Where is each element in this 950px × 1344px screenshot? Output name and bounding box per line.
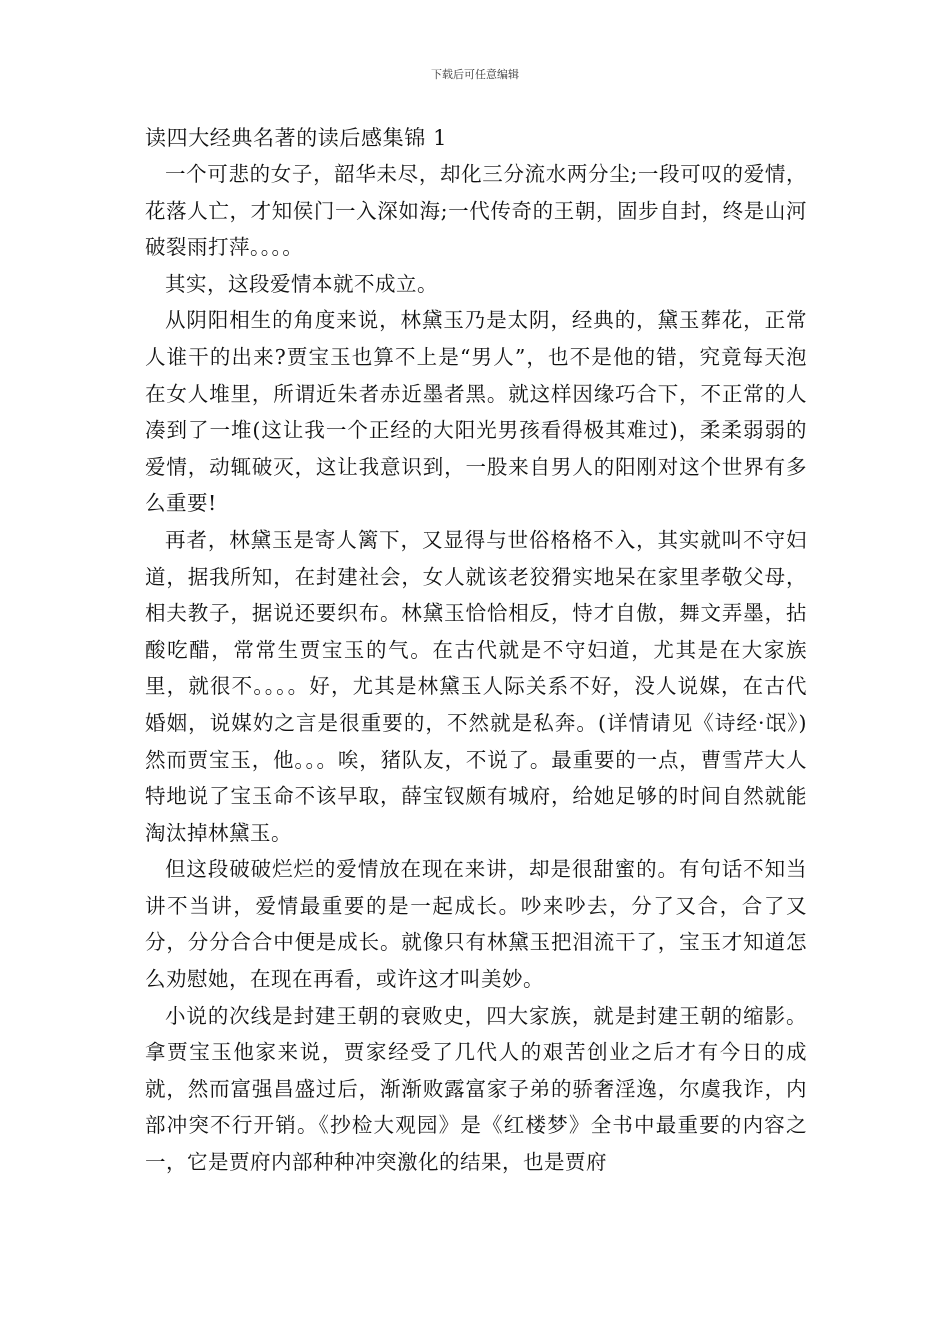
paragraph-1: 一个可悲的女子，韶华未尽，却化三分流水两分尘;一段可叹的爱情，花落人亡，才知侯门一入深如海;一代传奇的王朝，固步自封，终是山河破裂雨打萍。。。。 <box>145 162 807 260</box>
page-header-note: 下载后可任意编辑 <box>431 68 519 81</box>
paragraph-3: 从阴阳相生的角度来说，林黛玉乃是太阴，经典的，黛玉葬花，正常人谁干的出来?贾宝玉也算不上是“男人”，也不是他的错，究竟每天泡在女人堆里，所谓近朱者赤近墨者黑。就这样因缘巧合下，不正常的人凑到了一堆(这让我一个正经的大阳光男孩看得极其难过)，柔柔弱弱的爱情，动辄破灭，这让我意识到，一股来自男人的阳刚对这个世界有多么重要! <box>145 308 807 516</box>
document-body <box>145 120 807 1181</box>
document-title: 读四大经典名著的读后感集锦 1 <box>145 126 448 150</box>
paragraph-4: 再者，林黛玉是寄人篱下，又显得与世俗格格不入，其实就叫不守妇道，据我所知，在封建社会，女人就该老狡猾实地呆在家里孝敬父母，相夫教子，据说还要织布。林黛玉恰恰相反，恃才自傲，舞文弄墨，拈酸吃醋，常常生贾宝玉的气。在古代就是不守妇道，尤其是在大家族里，就很不。。。。好，尤其是林黛玉人际关系不好，没人说媒，在古代婚姻，说媒妁之言是很重要的，不然就是私奔。(详情请见《诗经·氓》)然而贾宝玉，他。。。唉，猪队友，不说了。最重要的一点，曹雪芹大人特地说了宝玉命不该早取，薛宝钗颇有城府，给她足够的时间自然就能淘汰掉林黛玉。 <box>145 527 807 845</box>
paragraph-2: 其实，这段爱情本就不成立。 <box>165 271 438 296</box>
paragraph-5: 但这段破破烂烂的爱情放在现在来讲，却是很甜蜜的。有句话不知当讲不当讲，爱情最重要的是一起成长。吵来吵去，分了又合，合了又分，分分合合中便是成长。就像只有林黛玉把泪流干了，宝玉才知道怎么劝慰她，在现在再看，或许这才叫美妙。 <box>145 857 807 992</box>
paragraph-6: 小说的次线是封建王朝的衰败史，四大家族，就是封建王朝的缩影。拿贾宝玉他家来说，贾家经受了几代人的艰苦创业之后才有今日的成就，然而富强昌盛过后，渐渐败露富家子弟的骄奢淫逸，尔虞我诈，内部冲突不行开销。《抄检大观园》是《红楼梦》全书中最重要的内容之一，它是贾府内部种种冲突激化的结果，也是贾府 <box>145 1003 807 1175</box>
